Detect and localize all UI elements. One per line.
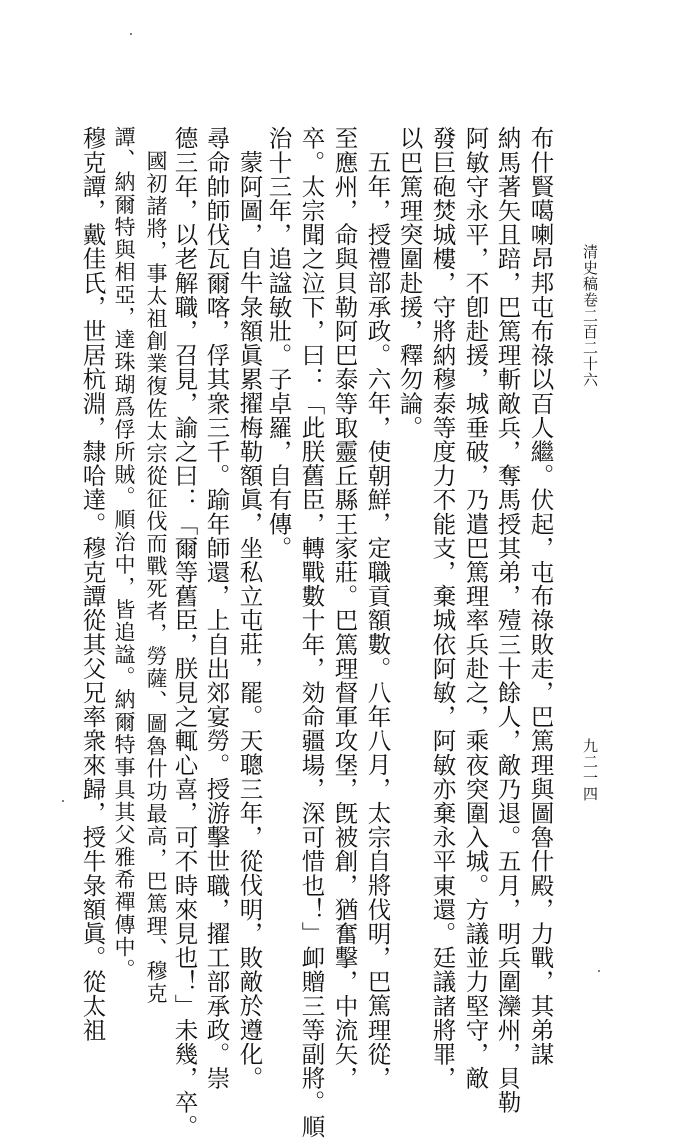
text-column: 納馬著矢且踣，巴篤理斬敵兵，奪馬授其弟，殪三十餘人，敵乃退。五月，明兵圍灤州，貝勒	[493, 126, 522, 1115]
text-column: 阿敏守永平，不卽赴援，城垂破，乃遣巴篤理率兵赴之，乘夜突圍入城。方議並力堅守，敵	[461, 126, 490, 1090]
text-column: 治十三年，追諡敏壯。子卓羅，自有傳。	[264, 126, 293, 560]
text-column: 德三年，以老解職，召見，諭之曰：「爾等舊臣，朕見之輒心喜，可不時來見也！」未幾，卒。	[170, 126, 199, 1138]
page-number: 九二一四	[581, 738, 599, 802]
text-column: 發巨砲焚城樓，守將納穆泰等度力不能支，棄城依阿敏，阿敏亦棄永平東還。廷議諸將罪，	[428, 126, 457, 1090]
running-header-title: 清史稿卷二百二十六	[581, 244, 599, 388]
text-column: 穆克譚，戴佳氏，世居杭淵，隸哈達。穆克譚從其父兄率衆來歸，授牛彔額眞。從太祖	[78, 126, 107, 1042]
text-column: 蒙阿圖，自牛彔額眞累擢梅勒額眞，坐私立屯莊，罷。天聰三年，從伐明，敗敵於遵化。	[235, 150, 264, 1090]
scan-speck	[130, 33, 132, 35]
text-column: 尋命帥師伐瓦爾喀，俘其衆三千。踰年師還，上自出郊宴勞。授游擊世職，擢工部承政。崇	[202, 126, 231, 1090]
text-column: 卒。太宗聞之泣下，曰：「此朕舊臣，轉戰數十年，効命疆場，深可惜也！」卹贈三等副將。順	[297, 126, 326, 1138]
text-column: 至應州，命與貝勒阿巴泰等取靈丘縣王家莊。巴篤理督軍攻堡，旣被創，猶奮擊，中流矢，	[330, 126, 359, 1090]
text-column: 五年，授禮部承政。六年，使朝鮮，定職貢額數。八年八月，太宗自將伐明，巴篤理從，	[363, 150, 392, 1090]
text-column: 譚、納爾特與相亞，達珠瑚爲俘所賊。順治中，皆追諡。納爾特事具其父雅希禪傳中。	[112, 126, 136, 981]
scan-speck	[598, 970, 600, 972]
text-column: 國初諸將，事太祖創業復佐太宗從征伐而戰死者，勞薩、圖魯什功最高，巴篤理、穆克	[144, 150, 168, 1005]
text-column: 布什賢噶喇昂邦屯布祿以百人繼。伏起，屯布祿敗走，巴篤理與圖魯什殿，力戰，其弟謀	[526, 126, 555, 1066]
scan-speck	[62, 800, 64, 802]
text-column: 以巴篤理突圍赴援，釋勿論。	[395, 126, 424, 440]
